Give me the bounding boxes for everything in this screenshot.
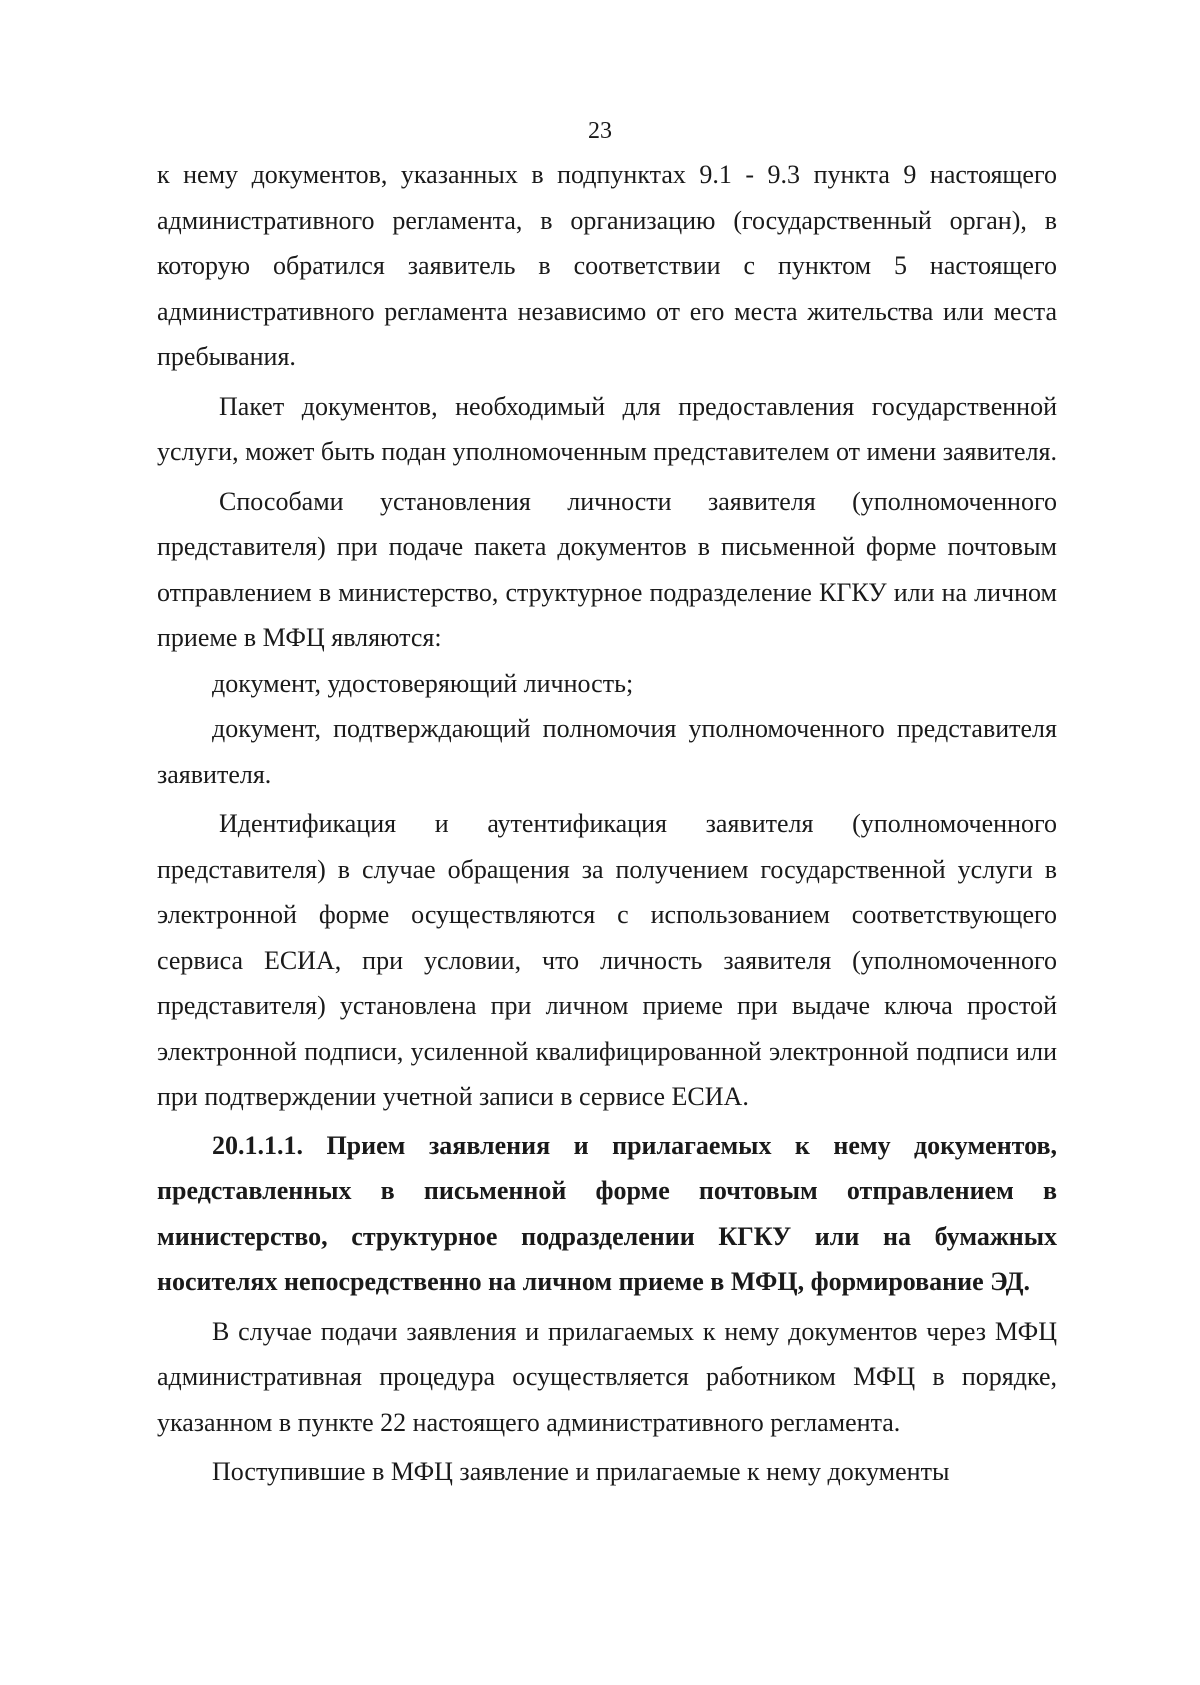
paragraph-mfc-received: Поступившие в МФЦ заявление и прилагаемые к нему документы (212, 1457, 950, 1486)
list-item-identity-document: документ, удостоверяющий личность; (212, 668, 634, 698)
paragraph-package: Пакет документов, необходимый для предоставления государственной услуги, может быть подан уполномоченным представителем от имени заявителя. (157, 391, 1058, 466)
paragraph-continuation: к нему документов, указанных в подпунктах 9.1 - 9.3 пункта 9 настоящего административного регламента, в организацию (государственный орган), в которую обратился заявитель в соответствии с пунктом 5 настоящего административного регламента независимо от его места жительства или места пребывания. (157, 160, 1057, 371)
section-heading-20-1-1-1: 20.1.1.1. Прием заявления и прилагаемых к нему документов, представленных в письменной форме почтовым отправлением в министерство, структурное подразделении КГКУ или на бумажных носителях непосредственно на личном приеме в МФЦ, формирование ЭД. (157, 1130, 1057, 1296)
paragraph-authentication: Идентификация и аутентификация заявителя (уполномоченного представителя) в случае обращения за получением государственной услуги в электронной форме осуществляются с использованием соответствующего сервиса ЕСИА, при условии, что личность заявителя (уполномоченного представителя) установлена при личном приеме при выдаче ключа простой электронной подписи, усиленной квалифицированной электронной подписи или при подтверждении учетной записи в сервисе ЕСИА. (157, 809, 1057, 1111)
paragraph-mfc-procedure: В случае подачи заявления и прилагаемых к нему документов через МФЦ административная процедура осуществляется работником МФЦ в порядке, указанном в пункте 22 настоящего административного регламента. (157, 1316, 1057, 1437)
paragraph-identity-methods: Способами установления личности заявителя (уполномоченного представителя) при подаче пакета документов в письменной форме почтовым отправлением в министерство, структурное подразделение КГКУ или на личном приеме в МФЦ являются: (157, 486, 1057, 652)
list-item-authority-document: документ, подтверждающий полномочия уполномоченного представителя заявителя. (157, 714, 1057, 789)
page-number: 23 (588, 118, 612, 144)
document-body (157, 152, 1057, 1495)
